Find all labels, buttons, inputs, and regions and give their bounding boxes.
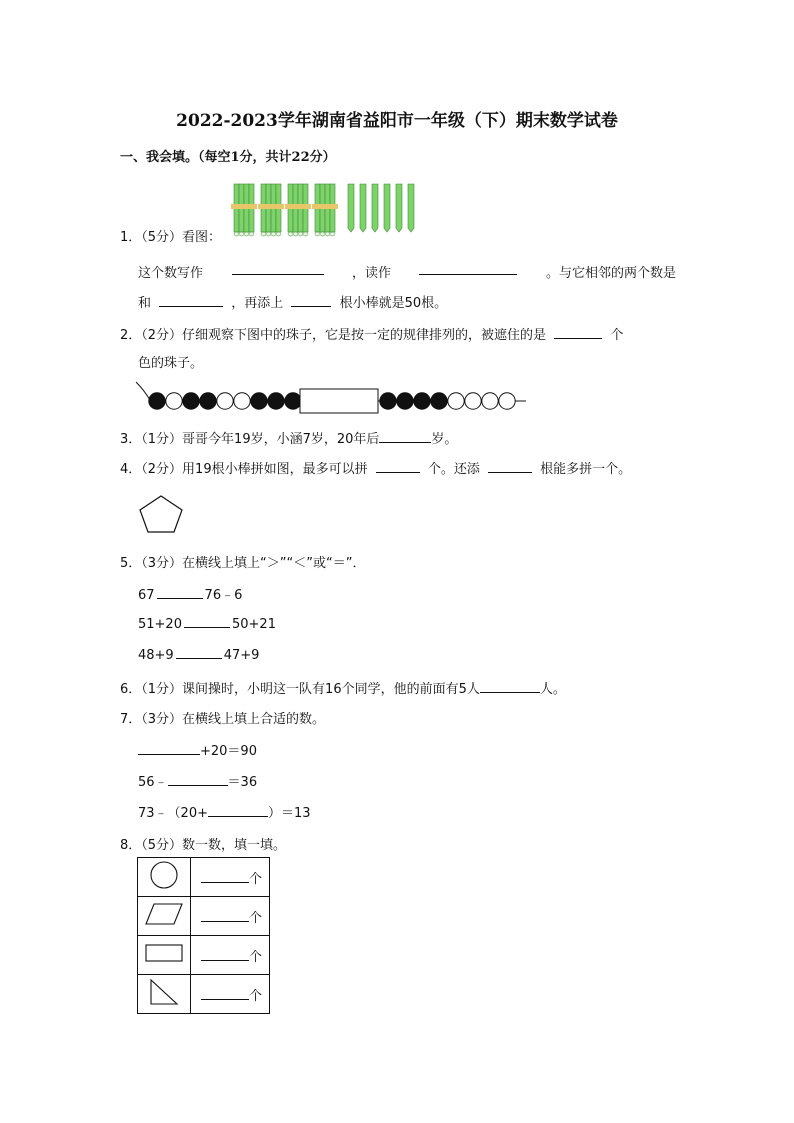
q6-blank[interactable] — [480, 680, 540, 693]
stick-bundle — [312, 184, 338, 236]
circle-cell — [138, 858, 191, 897]
q7-text: 56﹣ — [138, 775, 168, 790]
q1-text: ，读作 — [351, 266, 391, 281]
answer-cell[interactable] — [191, 936, 270, 975]
unit-label: 个 — [249, 949, 263, 965]
q7-blank[interactable] — [138, 742, 200, 755]
sticks-illustration — [230, 180, 440, 240]
q6-text: 6．（1分）课间操时，小明这一队有16个同学，他的前面有5人 — [120, 682, 480, 697]
white-bead — [448, 393, 464, 409]
black-bead — [268, 393, 284, 409]
parallelogram-cell — [138, 897, 191, 936]
table-row — [138, 936, 270, 975]
unit-label: 个 — [249, 988, 263, 1004]
q7-head: 7．（3分）在横线上填上合适的数。 — [120, 712, 326, 727]
q4 — [120, 458, 631, 477]
black-bead — [149, 393, 165, 409]
q6 — [120, 678, 566, 697]
black-bead — [183, 393, 199, 409]
parallelogram-icon — [144, 902, 184, 926]
q1-text: 和 — [138, 296, 152, 311]
q3-blank[interactable] — [379, 430, 431, 443]
q3-text: 3．（1分）哥哥今年19岁，小涵7岁，20年后 — [120, 432, 380, 447]
q2-text: 2．（2分）仔细观察下图中的珠子，它是按一定的规律排列的，被遮住的是 — [120, 328, 547, 343]
triangle-cell — [138, 975, 191, 1014]
white-bead — [482, 393, 498, 409]
q5-row2 — [138, 615, 276, 632]
q3 — [120, 428, 457, 447]
q4-text: 4．（2分）用19根小棒拼如图，最多可以拼 — [120, 462, 368, 477]
q7-row2 — [138, 771, 257, 790]
stick-bundle — [258, 184, 284, 236]
single-stick — [396, 184, 402, 232]
q5-blank[interactable] — [176, 646, 222, 659]
q7-row3 — [138, 802, 311, 821]
single-stick — [348, 184, 354, 232]
q7-text: +20＝90 — [200, 744, 257, 759]
table-row — [138, 897, 270, 936]
q5-text: 48+9 — [138, 648, 174, 663]
q7-row1 — [138, 740, 257, 759]
circle-icon — [149, 860, 179, 890]
q5-head: 5．（3分）在横线上填上“＞”“＜”或“＝”． — [120, 556, 366, 571]
single-stick — [360, 184, 366, 232]
black-bead — [431, 393, 447, 409]
q5-text: 51+20 — [138, 617, 182, 632]
single-stick — [372, 184, 378, 232]
q8-head: 8．（5分）数一数，填一填。 — [120, 838, 287, 853]
q2-blank[interactable] — [554, 326, 602, 339]
rectangle-cell — [138, 936, 191, 975]
q1-line2 — [138, 292, 447, 311]
q1-text: 。与它相邻的两个数是 — [545, 266, 676, 281]
q5-blank[interactable] — [157, 586, 203, 599]
q4-text: 根能多拼一个。 — [540, 462, 632, 477]
q4-blank-count[interactable] — [376, 460, 420, 473]
table-row — [138, 858, 270, 897]
white-bead — [499, 393, 515, 409]
section-heading: 一、我会填。（每空1分，共计22分） — [120, 150, 336, 165]
q7-blank[interactable] — [208, 804, 268, 817]
q1-text: 这个数写作 — [138, 266, 204, 281]
q7-blank[interactable] — [168, 773, 228, 786]
q4-blank-add[interactable] — [488, 460, 532, 473]
q1-blank-neighbor[interactable] — [159, 294, 223, 307]
pentagon-shape — [138, 494, 184, 534]
answer-cell[interactable] — [191, 975, 270, 1014]
stick-bundle — [231, 184, 257, 236]
black-bead — [380, 393, 396, 409]
white-bead — [234, 393, 250, 409]
q1-text: 根小棒就是50根。 — [339, 296, 448, 311]
answer-cell[interactable] — [191, 858, 270, 897]
q1-blank-written[interactable] — [232, 262, 324, 275]
q4-text: 个。还添 — [427, 462, 480, 477]
right-triangle-icon — [148, 977, 180, 1007]
unit-label: 个 — [249, 871, 263, 887]
q1-blank-read[interactable] — [419, 262, 517, 275]
black-bead — [285, 393, 301, 409]
rectangle-icon — [144, 942, 184, 964]
q3-text: 岁。 — [431, 432, 458, 447]
q1-line1 — [138, 262, 676, 281]
answer-cell[interactable] — [191, 897, 270, 936]
q5-blank[interactable] — [184, 615, 230, 628]
table-row — [138, 975, 270, 1014]
unit-label: 个 — [249, 910, 263, 926]
q2-text: 个 — [610, 328, 624, 343]
q2-line2: 色的珠子。 — [138, 356, 204, 371]
q5-row3 — [138, 646, 259, 663]
white-bead — [217, 393, 233, 409]
bead-string — [136, 380, 536, 420]
black-bead — [414, 393, 430, 409]
stick-bundle — [285, 184, 311, 236]
white-bead — [465, 393, 481, 409]
q1-blank-add[interactable] — [291, 294, 331, 307]
black-bead — [251, 393, 267, 409]
shape-count-table — [137, 857, 270, 1014]
q5-text: 47+9 — [223, 648, 260, 663]
covered-box — [300, 389, 378, 413]
q7-text: ＝36 — [227, 775, 258, 790]
q6-text: 人。 — [539, 682, 566, 697]
q7-text: ）＝13 — [267, 806, 311, 821]
q5-row1 — [138, 584, 242, 603]
black-bead — [397, 393, 413, 409]
q2-line1 — [120, 324, 623, 343]
white-bead — [166, 393, 182, 409]
q7-text: 73﹣（20+ — [138, 806, 208, 821]
q5-text: 67 — [138, 588, 155, 603]
single-stick — [384, 184, 390, 232]
q1-head: 1．（5分）看图： — [120, 230, 222, 245]
q1-text: ，再添上 — [231, 296, 284, 311]
q5-text: 50+21 — [231, 617, 276, 632]
q5-text: 76﹣6 — [204, 588, 243, 603]
single-stick — [408, 184, 414, 232]
black-bead — [200, 393, 216, 409]
page-title: 2022-2023学年湖南省益阳市一年级（下）期末数学试卷 — [176, 111, 618, 131]
